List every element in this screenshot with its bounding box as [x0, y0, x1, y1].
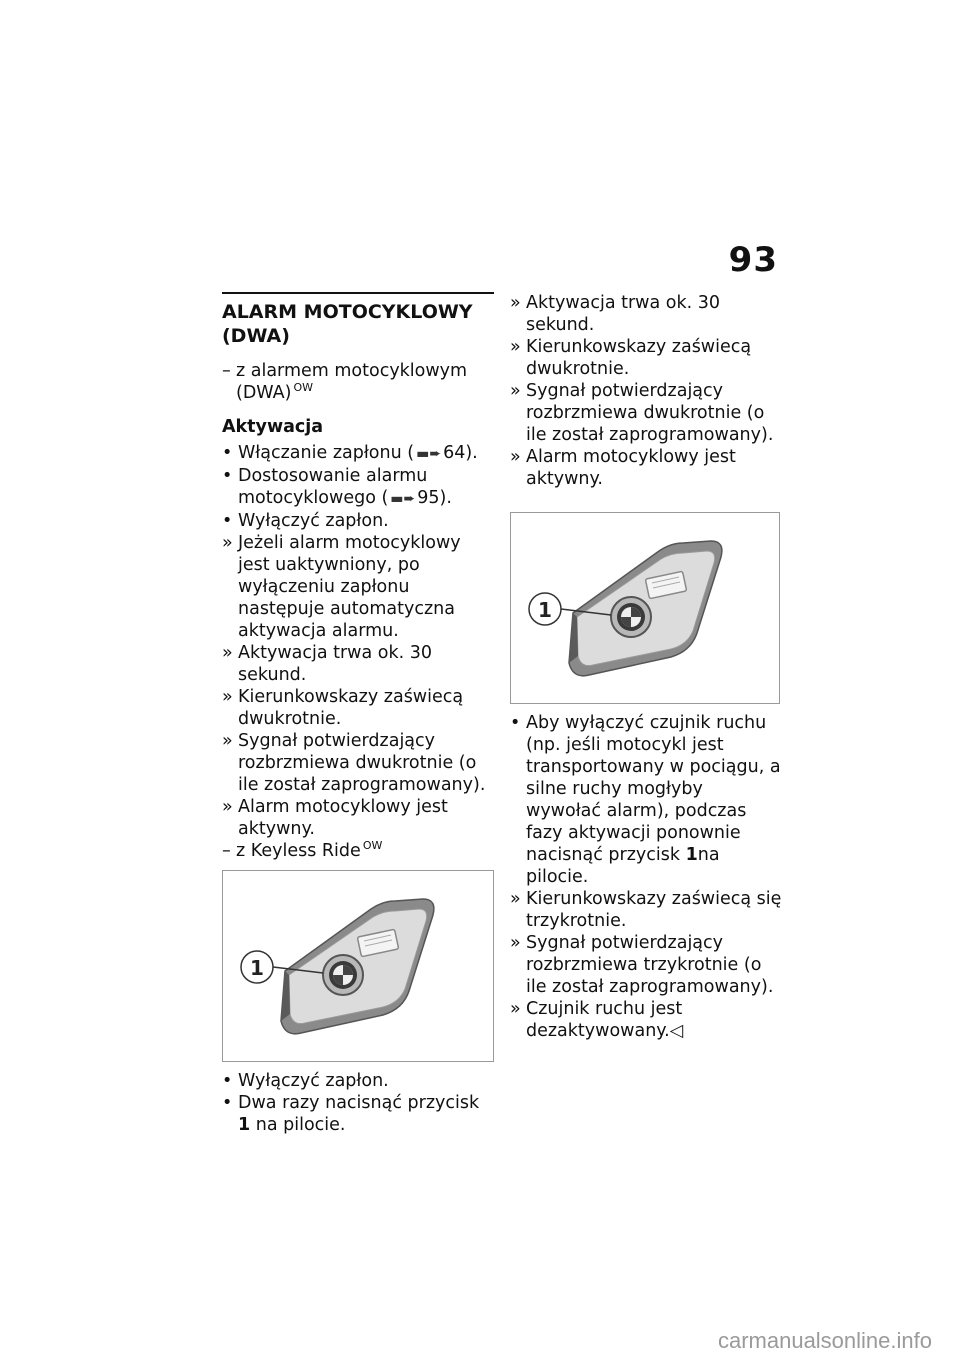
button-number: 1	[238, 1115, 251, 1135]
step-text: Wyłączyć zapłon.	[238, 511, 389, 531]
right-column	[510, 292, 782, 1042]
result-text: Czujnik ruchu jest dezaktywowany.	[526, 999, 683, 1041]
result-item	[222, 686, 494, 730]
end-mark-icon: ◁	[669, 1021, 684, 1041]
title-line-1: ALARM MOTOCYKLOWY	[222, 301, 473, 323]
key-fob-illustration	[511, 513, 779, 703]
list-item	[222, 465, 494, 510]
bullet-marker: •	[222, 1071, 233, 1091]
result-marker: »	[222, 643, 233, 663]
result-marker: »	[510, 381, 521, 401]
step-tail: na pilocie.	[250, 1115, 346, 1135]
list-item	[222, 442, 494, 465]
result-marker: »	[510, 933, 521, 953]
page-ref[interactable]: 95).	[417, 488, 452, 508]
watermark: carmanualsonline.info	[717, 1328, 932, 1353]
step-text: Dostosowanie alarmu motocyklowego (	[238, 466, 428, 508]
option-marker: OW	[293, 381, 313, 395]
bullet-marker: •	[510, 713, 521, 733]
list-item	[222, 1092, 494, 1136]
list-item	[222, 1070, 494, 1092]
result-item	[510, 932, 782, 998]
step-text: Wyłączyć zapłon.	[238, 1071, 389, 1091]
left-column	[222, 292, 494, 1136]
page-number: 93	[728, 240, 778, 280]
result-marker: »	[510, 293, 521, 313]
result-marker: »	[222, 533, 233, 553]
list-item	[222, 510, 494, 532]
dash-marker: –	[222, 361, 231, 381]
result-text: Alarm motocyklowy jest aktywny.	[526, 447, 736, 489]
result-text: Sygnał potwierdzający rozbrzmiewa dwukrotnie (o ile został zaprogramowany).	[526, 381, 774, 445]
result-item	[510, 336, 782, 380]
result-item	[510, 888, 782, 932]
bullet-marker: •	[222, 466, 233, 486]
result-text: Jeżeli alarm motocyklowy jest uaktywniony, po wyłączeniu zapłonu następuje automatyczna aktywacja alarmu.	[238, 533, 461, 641]
callout-label: 1	[250, 956, 264, 980]
bullet-marker: •	[222, 511, 233, 531]
page-ref-arrow-icon: ▬➨	[416, 446, 442, 462]
bullet-marker: •	[222, 443, 233, 463]
result-text: Alarm motocyklowy jest aktywny.	[238, 797, 448, 839]
option-keyless	[222, 840, 494, 862]
result-item	[222, 796, 494, 840]
list-item	[510, 712, 782, 888]
result-item	[510, 998, 782, 1042]
option-dwa-text: z alarmem motocyklowym (DWA)	[236, 361, 468, 403]
result-text: Kierunkowskazy zaświecą dwukrotnie.	[238, 687, 464, 729]
result-text: Sygnał potwierdzający rozbrzmiewa trzykrotnie (o ile został zaprogramowany).	[526, 933, 774, 997]
section-rule	[222, 292, 494, 294]
result-item	[222, 532, 494, 642]
step-text: Aby wyłączyć czujnik ruchu (np. jeśli motocykl jest transportowany w pociągu, a silne ruchy mogłyby wywołać alarm), podczas fazy aktywacji ponownie nacisnąć przycisk	[526, 713, 781, 865]
bullet-marker: •	[222, 1093, 233, 1113]
result-marker: »	[222, 797, 233, 817]
option-dwa	[222, 360, 494, 404]
option-marker: OW	[362, 839, 383, 853]
section-title	[222, 300, 494, 348]
result-text: Sygnał potwierdzający rozbrzmiewa dwukrotnie (o ile został zaprogramowany).	[238, 731, 486, 795]
result-text: Aktywacja trwa ok. 30 sekund.	[526, 293, 721, 335]
result-item	[510, 380, 782, 446]
step-text: Dwa razy nacisnąć przycisk	[238, 1093, 480, 1113]
result-marker: »	[510, 999, 521, 1019]
page-ref[interactable]: 64).	[443, 443, 478, 463]
button-number: 1	[685, 845, 698, 865]
key-fob-figure	[510, 512, 780, 704]
key-fob-figure	[222, 870, 494, 1062]
result-text: Kierunkowskazy zaświecą się trzykrotnie.	[526, 889, 782, 931]
result-item	[510, 446, 782, 490]
result-marker: »	[222, 687, 233, 707]
result-marker: »	[510, 889, 521, 909]
result-item	[222, 730, 494, 796]
title-line-2: (DWA)	[222, 325, 290, 347]
result-marker: »	[222, 731, 233, 751]
callout-label: 1	[538, 598, 552, 622]
key-fob-illustration	[223, 871, 493, 1061]
step-tail: na pilocie.	[526, 845, 720, 887]
result-text: Aktywacja trwa ok. 30 sekund.	[238, 643, 433, 685]
step-text: Włączanie zapłonu (	[238, 443, 415, 463]
result-item	[510, 292, 782, 336]
option-keyless-text: z Keyless Ride	[236, 841, 361, 861]
result-marker: »	[510, 447, 521, 467]
dash-marker: –	[222, 841, 231, 861]
result-item	[222, 642, 494, 686]
result-marker: »	[510, 337, 521, 357]
activation-heading: Aktywacja	[222, 417, 324, 437]
page-ref-arrow-icon: ▬➨	[390, 491, 416, 507]
result-text: Kierunkowskazy zaświecą dwukrotnie.	[526, 337, 752, 379]
